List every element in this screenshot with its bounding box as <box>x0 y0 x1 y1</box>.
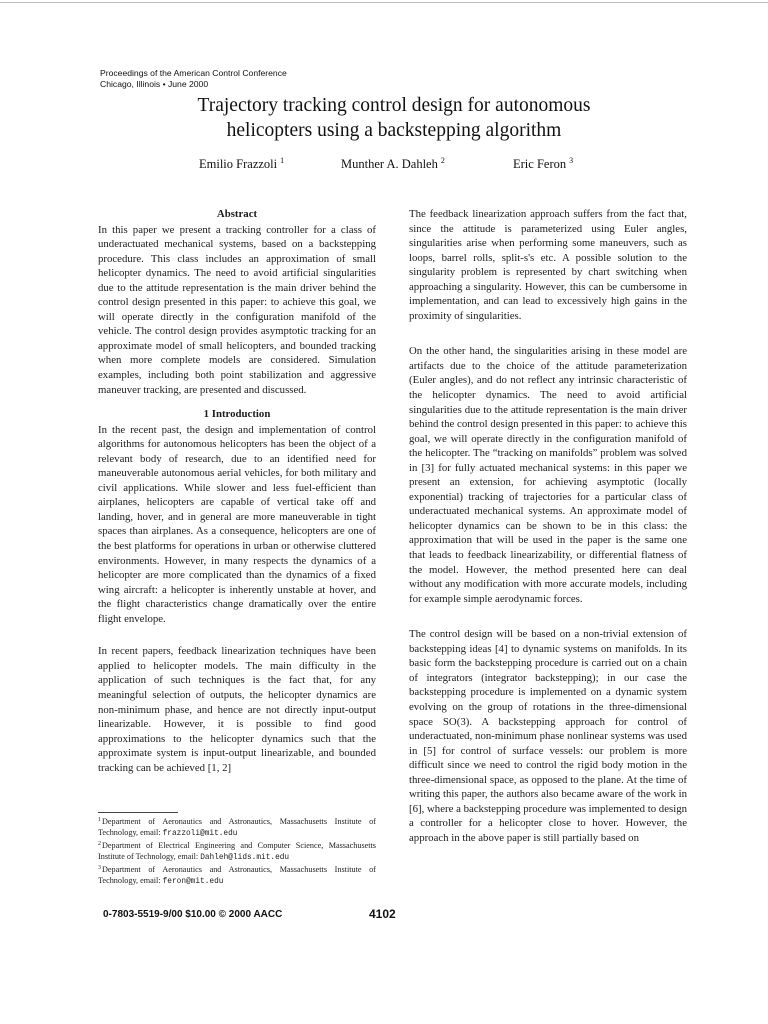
footnote-rule <box>98 812 178 813</box>
author-1 <box>199 156 284 172</box>
introduction-heading: 1 Introduction <box>203 408 271 421</box>
footnote-email[interactable]: frazzoli@mit.edu <box>162 829 238 838</box>
footnote-text: Department of Electrical Engineering and Computer Science, Massachusetts Institute of Technology, email: <box>98 841 376 861</box>
footnote-3 <box>98 863 376 887</box>
intro-paragraph-2: In recent papers, feedback linearization techniques have been applied to helicopter models. The main difficulty in the application of such techniques is the fact that, for any meaningful selection of outputs, the helicopter dynamics are non-minimum phase, and hence are not directly input-output linearizable. However, it is possible to find good approximations to the helicopter dynamics such that the approximate system is input-output linearizable, and bounded tracking can be achieved [1, 2] <box>98 645 376 774</box>
footnote-2 <box>98 839 376 863</box>
footnote-text: Department of Aeronautics and Astronautics, Massachusetts Institute of Technology, email: <box>98 817 376 837</box>
author-name: Eric Feron <box>513 157 567 171</box>
right-column <box>409 207 687 845</box>
author-name: Emilio Frazzoli <box>199 157 278 171</box>
page-number: 4102 <box>369 907 396 921</box>
footnote-email[interactable]: Dahleh@lids.mit.edu <box>200 853 290 862</box>
abstract-text: In this paper we present a tracking controller for a class of underactuated mechanical systems, based on a backstepping procedure. This class includes an approximation of small helicopter dynamics. The need to avoid artificial singularities due to the attitude representation is the main driver behind the control design presented in this paper: to achieve this goal, we will operate directly in the configuration manifold of the vehicle. The control design provides asymptotic tracking for an approximate model of small helicopters, and bounded tracking when more complete models are considered. Simulation examples, including both point stabilization and aggressive maneuver tracking, are presented and discussed. <box>98 223 376 396</box>
footnote-mark: 2 <box>98 841 101 848</box>
author-2 <box>341 156 445 172</box>
paper-title <box>96 93 692 143</box>
copyright-line: 0-7803-5519-9/00 $10.00 © 2000 AACC <box>103 909 283 920</box>
author-3 <box>513 156 573 172</box>
author-footnote-mark: 2 <box>440 156 445 165</box>
footnote-email[interactable]: feron@mit.edu <box>162 877 224 886</box>
author-footnote-mark: 3 <box>569 156 574 165</box>
left-column <box>98 207 376 775</box>
proceedings-header <box>100 68 287 89</box>
title-line-1: Trajectory tracking control design for autonomous <box>197 95 591 116</box>
footnote-mark: 1 <box>98 817 101 823</box>
proceedings-line-1: Proceedings of the American Control Conference <box>100 68 287 78</box>
footnote-text: Department of Aeronautics and Astronautics, Massachusetts Institute of Technology, email: <box>98 865 376 885</box>
right-paragraph-2: On the other hand, the singularities arising in these model are artifacts due to the choice of the attitude parameterization (Euler angles), and do not reflect any intrinsic characteristic of the helicopter dynamics. The need to avoid artificial singularities due to the attitude representation is the main driver behind the control design presented in this paper: to achieve this goal, we will operate directly in the configuration manifold of the helicopter. The “tracking on manifolds” problem was solved in [3] for fully actuated mechanical systems: in this paper we present an extension, for achieving asymptotic (locally exponential) tracking of trajectories for a particular class of underactuated mechanical systems. An approximate model of helicopter dynamics can be shown to be in this class: the approximation that will be used in the paper is the same one that leads to feedback linearizability, or differential flatness of the model. However, the method presented here can deal without any modification with more accurate models, including for example simple aerodynamic forces. <box>409 345 687 605</box>
intro-paragraph-1: In the recent past, the design and implementation of control algorithms for autonomous helicopters has been the object of a relevant body of research, due to an identified need for maneuverable autonomous aerial vehicles, for both military and civil applications. While slower and less fuel-efficient than airplanes, helicopters are capable of vertical take off and landing, hover, and in general are more maneuverable in tight spaces than airplanes. As a consequence, helicopters are one of the best platforms for operations in urban or otherwise cluttered environments. However, in many respects the dynamics of a helicopter are more complicated than the dynamics of a fixed wing aircraft: a helicopter is inherently unstable at hover, and the flight characteristics change dramatically over the entire flight envelope. <box>98 423 376 625</box>
right-paragraph-1: The feedback linearization approach suffers from the fact that, since the attitude is parameterized using Euler angles, singularities arise when performing some maneuvers, such as loops, barrel rolls, split-s's etc. A possible solution to the singularity problem is represented by chart switching when approaching a singularity. However, this can be cumbersome in implementation, and can lead to excessively high gains in the proximity of singularities. <box>409 208 687 322</box>
footnote-mark: 3 <box>98 865 101 872</box>
author-footnote-mark: 1 <box>280 156 285 165</box>
top-border-line <box>0 2 768 3</box>
abstract-heading: Abstract <box>216 208 258 220</box>
footnote-1 <box>98 815 376 839</box>
title-line-2: helicopters using a backstepping algorithm <box>226 120 562 141</box>
proceedings-line-2: Chicago, Illinois • June 2000 <box>100 78 209 89</box>
right-paragraph-3: The control design will be based on a non-trivial extension of backstepping ideas [4] to dynamic systems on manifolds. In its basic form the backstepping procedure is carried out on a chain of integrators (integrator backstepping); in our case the backstepping procedure is implemented on a dynamic system evolving on the group of rotations in the three-dimensional space SO(3). A backstepping approach for control of underactuated, non-minimum phase nonlinear systems was used in [5] for control of surface vessels: our problem is more difficult since we need to control the rigid body motion in the three-dimensional space, as opposed to the plane. At the time of writing this paper, the authors also became aware of the work in [6], where a backstepping procedure was implemented to design a controller for a helicopter close to hover. However, the approach in the above paper is still partially based on <box>409 628 687 844</box>
footnotes <box>98 815 376 888</box>
author-name: Munther A. Dahleh <box>341 157 438 171</box>
